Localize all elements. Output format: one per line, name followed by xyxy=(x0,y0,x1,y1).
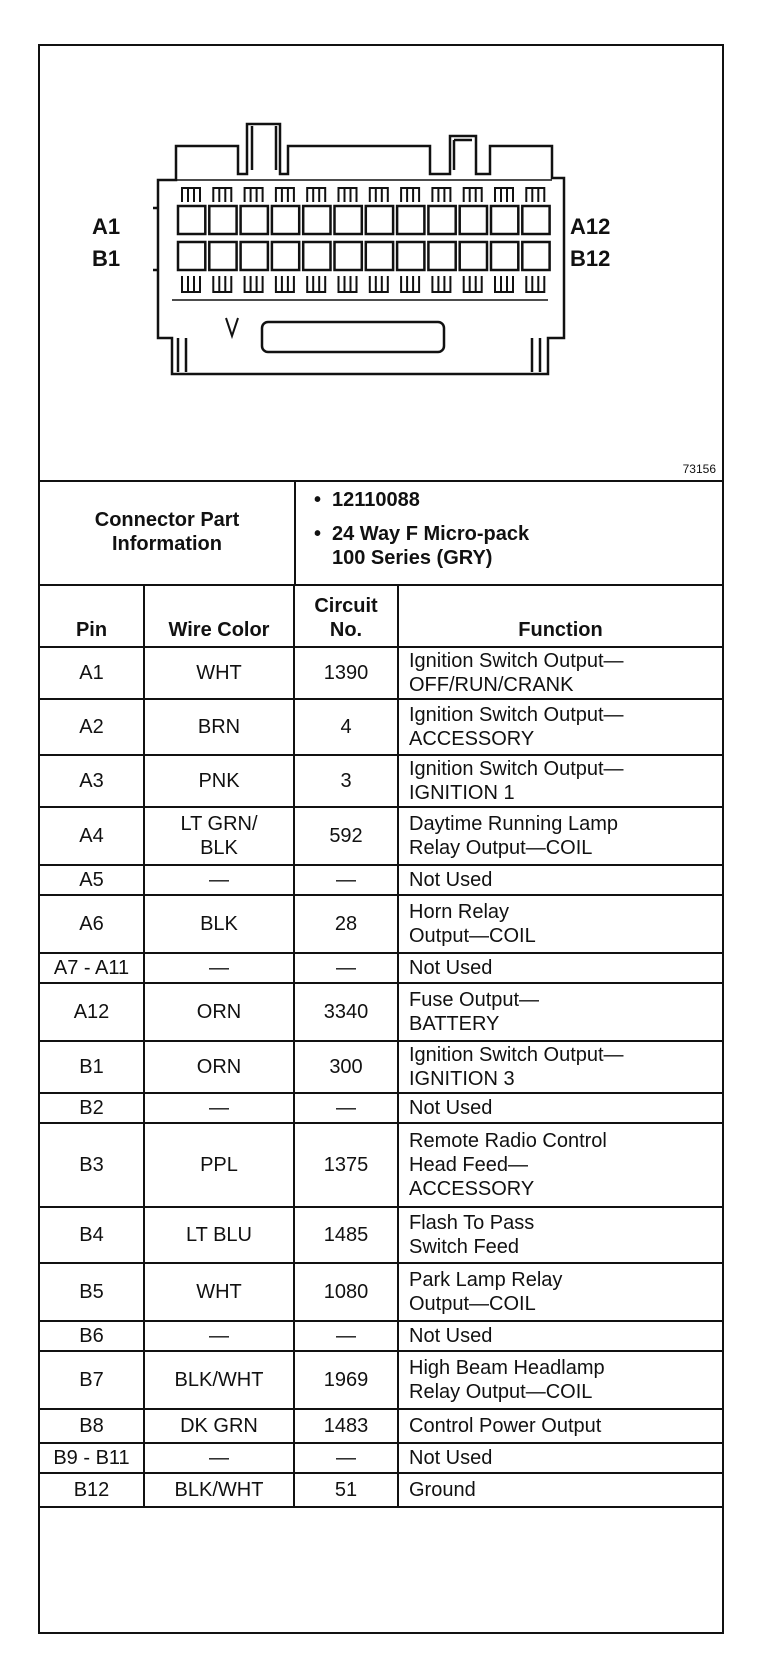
function-cell-line: Relay Output—COIL xyxy=(409,837,593,859)
pin-cell: A7 - A11 xyxy=(40,953,144,983)
wire-color-cell-line: — xyxy=(209,1325,229,1347)
function-cell-line: IGNITION 1 xyxy=(409,782,515,804)
pin-cell: B3 xyxy=(40,1123,144,1207)
table-row xyxy=(40,865,722,895)
pin-cell: A12 xyxy=(40,983,144,1041)
function-cell-line: High Beam Headlamp xyxy=(409,1357,605,1379)
pin-cell: B7 xyxy=(40,1351,144,1409)
circuit-cell: — xyxy=(294,1093,398,1123)
function-cell xyxy=(398,953,722,983)
function-cell-line: Ignition Switch Output— xyxy=(409,758,624,780)
cavity-row-b xyxy=(209,242,236,270)
table-row xyxy=(40,953,722,983)
part-info-label xyxy=(40,480,296,584)
connector-drawing xyxy=(40,46,722,480)
header-circuit-line2: No. xyxy=(329,619,363,641)
table-row xyxy=(40,1351,722,1409)
figure-number: 73156 xyxy=(682,462,716,476)
terminal-bottom xyxy=(432,276,450,292)
circuit-cell: — xyxy=(294,865,398,895)
function-cell xyxy=(398,755,722,807)
pin-cell: A1 xyxy=(40,647,144,699)
wire-color-cell-line: WHT xyxy=(196,1281,242,1303)
function-cell-line: Horn Relay xyxy=(409,901,510,923)
cavity-row-b xyxy=(178,242,205,270)
wire-color-cell xyxy=(144,1321,294,1351)
cavity-row-a xyxy=(209,206,236,234)
wire-color-cell xyxy=(144,895,294,953)
pin-cell: A6 xyxy=(40,895,144,953)
circuit-cell: — xyxy=(294,1321,398,1351)
terminal-top xyxy=(213,188,231,202)
wire-color-cell-line: PNK xyxy=(198,770,240,792)
terminal-top xyxy=(464,188,482,202)
wire-color-cell-line: — xyxy=(209,957,229,979)
function-cell-line: ACCESSORY xyxy=(409,1178,535,1200)
pinout-header-row xyxy=(40,584,722,647)
cavity-row-a xyxy=(178,206,205,234)
header-pin: Pin xyxy=(40,584,144,647)
function-cell-line: Remote Radio Control xyxy=(409,1130,607,1152)
function-cell-line: Ground xyxy=(409,1479,476,1501)
terminal-bottom xyxy=(276,276,294,292)
wire-color-cell-line: BLK/WHT xyxy=(174,1369,264,1391)
function-cell-line: IGNITION 3 xyxy=(409,1068,515,1090)
wire-color-cell xyxy=(144,1351,294,1409)
pin-label-a12: A12 xyxy=(570,214,611,239)
cavity-row-a xyxy=(335,206,362,234)
circuit-cell: — xyxy=(294,953,398,983)
wire-color-cell xyxy=(144,953,294,983)
function-cell-line: OFF/RUN/CRANK xyxy=(409,674,574,696)
function-cell xyxy=(398,1443,722,1473)
cavity-row-b xyxy=(397,242,424,270)
pin-cell: B8 xyxy=(40,1409,144,1443)
pin-cell: B4 xyxy=(40,1207,144,1263)
wire-color-cell xyxy=(144,1207,294,1263)
table-row xyxy=(40,1263,722,1321)
function-cell xyxy=(398,699,722,755)
terminal-bottom xyxy=(213,276,231,292)
function-cell-line: Ignition Switch Output— xyxy=(409,650,624,672)
function-cell xyxy=(398,865,722,895)
circuit-cell: 1080 xyxy=(294,1263,398,1321)
terminal-bottom xyxy=(464,276,482,292)
circuit-cell: 4 xyxy=(294,699,398,755)
wire-color-cell-line: DK GRN xyxy=(180,1415,258,1437)
function-cell xyxy=(398,1207,722,1263)
pin-cell: B9 - B11 xyxy=(40,1443,144,1473)
function-cell-line: Park Lamp Relay xyxy=(409,1269,563,1291)
wire-color-cell xyxy=(144,1409,294,1443)
circuit-cell: 592 xyxy=(294,807,398,865)
function-cell-line: Ignition Switch Output— xyxy=(409,704,624,726)
wire-color-cell-line: — xyxy=(209,1097,229,1119)
function-cell-line: Not Used xyxy=(409,1325,493,1347)
table-row xyxy=(40,1443,722,1473)
cavity-row-b xyxy=(491,242,518,270)
wire-color-cell xyxy=(144,865,294,895)
function-cell-line: Daytime Running Lamp xyxy=(409,813,618,835)
circuit-cell: 1483 xyxy=(294,1409,398,1443)
wire-color-cell xyxy=(144,1041,294,1093)
circuit-cell: 1485 xyxy=(294,1207,398,1263)
terminal-bottom xyxy=(495,276,513,292)
header-wire-color: Wire Color xyxy=(144,584,294,647)
cavity-row-a xyxy=(303,206,330,234)
function-cell xyxy=(398,1041,722,1093)
wire-color-cell-line: — xyxy=(209,869,229,891)
function-cell xyxy=(398,1473,722,1507)
wire-color-cell xyxy=(144,699,294,755)
cavity-row-b xyxy=(241,242,268,270)
wire-color-cell xyxy=(144,755,294,807)
wire-color-cell xyxy=(144,1123,294,1207)
wire-color-cell-line: PPL xyxy=(200,1154,238,1176)
wire-color-cell xyxy=(144,1443,294,1473)
table-row xyxy=(40,1473,722,1507)
part-info-label-line2: Information xyxy=(112,533,222,555)
wire-color-cell-line: BLK xyxy=(200,913,238,935)
pin-cell: B12 xyxy=(40,1473,144,1507)
pinout-table xyxy=(40,584,722,1508)
cavity-row-b xyxy=(428,242,455,270)
header-circuit-no xyxy=(294,584,398,647)
pin-label-a1: A1 xyxy=(92,214,121,239)
part-info-values xyxy=(296,480,722,584)
terminal-bottom xyxy=(182,276,200,292)
circuit-cell: 3 xyxy=(294,755,398,807)
wire-color-cell-line: ORN xyxy=(196,1056,242,1078)
cavity-row-b xyxy=(335,242,362,270)
terminal-top xyxy=(401,188,419,202)
terminal-top xyxy=(307,188,325,202)
pin-cell: B2 xyxy=(40,1093,144,1123)
circuit-cell: 3340 xyxy=(294,983,398,1041)
wire-color-cell-line: BRN xyxy=(197,716,241,738)
wire-color-cell xyxy=(144,647,294,699)
cavity-row-a xyxy=(366,206,393,234)
table-row xyxy=(40,1207,722,1263)
cavity-row-a xyxy=(428,206,455,234)
function-cell xyxy=(398,1093,722,1123)
pin-cell: B6 xyxy=(40,1321,144,1351)
terminal-bottom xyxy=(370,276,388,292)
terminal-bottom xyxy=(339,276,357,292)
connector-description: • 24 Way F Micro-pack xyxy=(314,522,722,546)
wire-color-cell xyxy=(144,983,294,1041)
table-row xyxy=(40,1321,722,1351)
terminal-top xyxy=(495,188,513,202)
pin-cell: A5 xyxy=(40,865,144,895)
connector-diagram xyxy=(40,46,722,482)
cavity-row-b xyxy=(522,242,549,270)
table-row xyxy=(40,699,722,755)
circuit-cell: — xyxy=(294,1443,398,1473)
cavity-row-b xyxy=(366,242,393,270)
function-cell-line: Switch Feed xyxy=(409,1236,520,1258)
connector-part-information xyxy=(40,480,722,586)
terminal-bottom xyxy=(245,276,263,292)
pin-cell: A3 xyxy=(40,755,144,807)
terminal-top xyxy=(276,188,294,202)
pin-label-b1: B1 xyxy=(92,246,121,271)
table-row xyxy=(40,1409,722,1443)
terminal-top xyxy=(182,188,200,202)
table-row xyxy=(40,1093,722,1123)
terminal-top xyxy=(526,188,544,202)
function-cell-line: Fuse Output— xyxy=(409,989,540,1011)
header-circuit-line1: Circuit xyxy=(314,595,378,617)
cavity-row-a xyxy=(397,206,424,234)
function-cell-line: Relay Output—COIL xyxy=(409,1381,593,1403)
wire-color-cell-line: — xyxy=(209,1447,229,1469)
circuit-cell: 28 xyxy=(294,895,398,953)
terminal-bottom xyxy=(307,276,325,292)
wire-color-cell-line: ORN xyxy=(196,1001,242,1023)
terminal-top xyxy=(339,188,357,202)
pin-cell: A4 xyxy=(40,807,144,865)
part-number: • 12110088 xyxy=(314,488,722,512)
wire-color-cell-line: LT BLU xyxy=(186,1224,252,1246)
circuit-cell: 1969 xyxy=(294,1351,398,1409)
terminal-top xyxy=(245,188,263,202)
wire-color-cell xyxy=(144,807,294,865)
table-row xyxy=(40,983,722,1041)
function-cell-line: Not Used xyxy=(409,1097,493,1119)
circuit-cell: 1375 xyxy=(294,1123,398,1207)
function-cell xyxy=(398,895,722,953)
function-cell-line: Control Power Output xyxy=(409,1415,602,1437)
circuit-cell: 51 xyxy=(294,1473,398,1507)
connector-description-line2: 100 Series (GRY) xyxy=(332,547,493,569)
function-cell-line: Not Used xyxy=(409,869,493,891)
function-cell xyxy=(398,1263,722,1321)
function-cell-line: Not Used xyxy=(409,957,493,979)
cavity-row-a xyxy=(241,206,268,234)
function-cell-line: Output—COIL xyxy=(409,925,536,947)
wire-color-cell-line: BLK/WHT xyxy=(174,1479,264,1501)
table-row xyxy=(40,807,722,865)
terminal-bottom xyxy=(526,276,544,292)
header-function: Function xyxy=(398,584,722,647)
function-cell xyxy=(398,807,722,865)
cavity-row-a xyxy=(272,206,299,234)
circuit-cell: 300 xyxy=(294,1041,398,1093)
pin-cell: A2 xyxy=(40,699,144,755)
terminal-top xyxy=(370,188,388,202)
function-cell xyxy=(398,983,722,1041)
function-cell-line: Not Used xyxy=(409,1447,493,1469)
function-cell xyxy=(398,1351,722,1409)
pin-label-b12: B12 xyxy=(570,246,611,271)
function-cell-line: Flash To Pass xyxy=(409,1212,535,1234)
connector-sheet xyxy=(38,44,724,1634)
function-cell xyxy=(398,647,722,699)
cavity-row-a xyxy=(460,206,487,234)
function-cell xyxy=(398,1123,722,1207)
circuit-cell: 1390 xyxy=(294,647,398,699)
part-info-label-line1: Connector Part xyxy=(94,509,240,531)
cavity-row-a xyxy=(491,206,518,234)
terminal-top xyxy=(432,188,450,202)
function-cell-line: ACCESSORY xyxy=(409,728,535,750)
wire-color-cell xyxy=(144,1093,294,1123)
wire-color-cell-line: WHT xyxy=(196,662,242,684)
terminal-bottom xyxy=(401,276,419,292)
table-row xyxy=(40,1041,722,1093)
function-cell xyxy=(398,1409,722,1443)
pin-cell: B1 xyxy=(40,1041,144,1093)
cavity-row-b xyxy=(303,242,330,270)
wire-color-cell xyxy=(144,1263,294,1321)
table-row xyxy=(40,895,722,953)
function-cell-line: Output—COIL xyxy=(409,1293,536,1315)
wire-color-cell xyxy=(144,1473,294,1507)
function-cell xyxy=(398,1321,722,1351)
function-cell-line: Head Feed— xyxy=(409,1154,528,1176)
cavity-row-b xyxy=(272,242,299,270)
function-cell-line: Ignition Switch Output— xyxy=(409,1044,624,1066)
cavity-row-a xyxy=(522,206,549,234)
table-row xyxy=(40,1123,722,1207)
function-cell-line: BATTERY xyxy=(409,1013,500,1035)
cavity-row-b xyxy=(460,242,487,270)
table-row xyxy=(40,647,722,699)
wire-color-cell-line: LT GRN/ xyxy=(180,813,258,835)
pin-cell: B5 xyxy=(40,1263,144,1321)
table-row xyxy=(40,755,722,807)
wire-color-cell-line: BLK xyxy=(200,837,238,859)
